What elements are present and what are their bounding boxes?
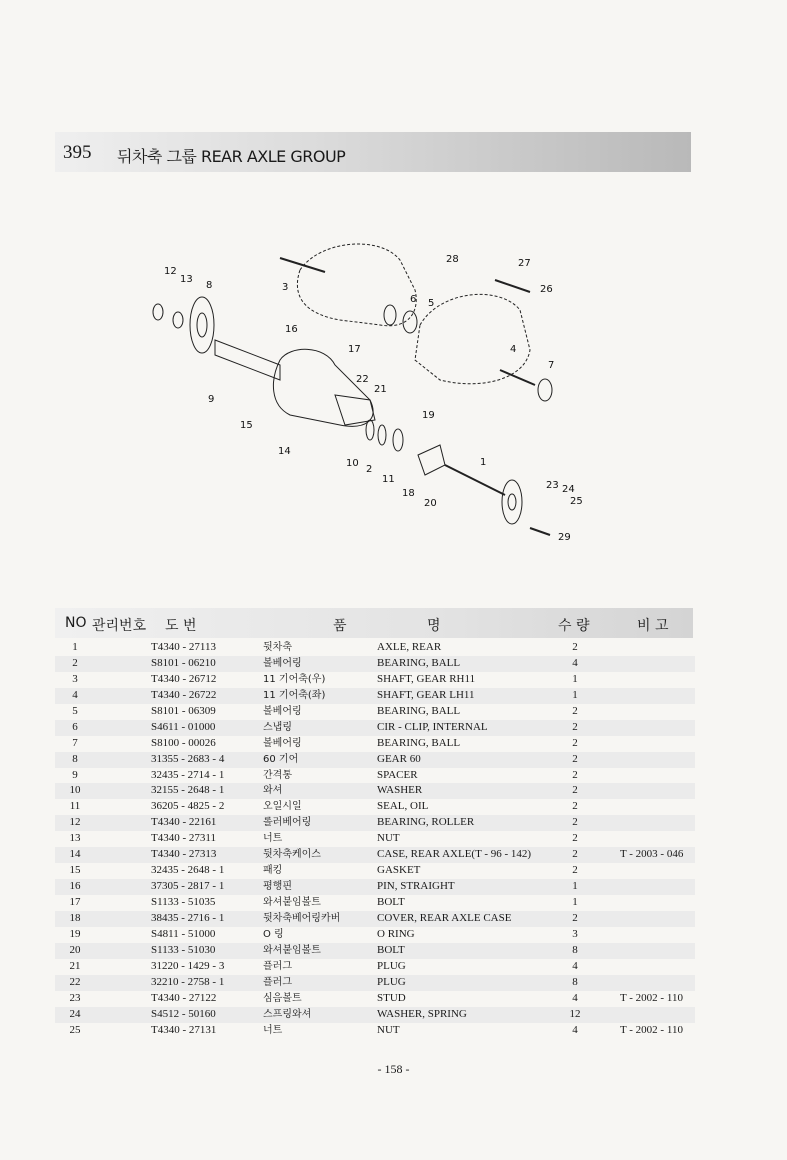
row-qty: 8 bbox=[572, 943, 578, 956]
row-kor-name: 볼베어링 bbox=[263, 705, 302, 717]
row-kor-name: 패킹 bbox=[263, 865, 283, 877]
row-kor-name: 11 기어축(좌) bbox=[263, 689, 326, 701]
row-qty: 4 bbox=[572, 656, 578, 669]
row-no: 22 bbox=[69, 975, 81, 988]
row-code: T4340 - 26712 bbox=[151, 672, 217, 685]
row-no: 14 bbox=[69, 848, 81, 861]
callout-13: 13 bbox=[180, 274, 193, 285]
callout-23: 23 bbox=[546, 480, 559, 491]
row-eng-name: BEARING, ROLLER bbox=[377, 816, 475, 829]
row-no: 8 bbox=[72, 752, 78, 765]
header-mgmt: 관리번호 bbox=[92, 618, 147, 634]
callout-17: 17 bbox=[348, 344, 361, 355]
row-code: S8101 - 06309 bbox=[151, 704, 216, 717]
row-eng-name: SPACER bbox=[377, 768, 418, 781]
row-eng-name: BOLT bbox=[377, 896, 405, 908]
row-qty: 2 bbox=[572, 736, 578, 749]
row-code: T4340 - 27122 bbox=[151, 991, 217, 1004]
row-code: T4340 - 27131 bbox=[151, 1023, 217, 1036]
exploded-parts-diagram bbox=[140, 230, 583, 550]
row-kor-name: 너트 bbox=[263, 1024, 283, 1036]
parts-table-body bbox=[55, 640, 695, 1038]
row-eng-name: CASE, REAR AXLE(T - 96 - 142) bbox=[377, 848, 532, 861]
row-eng-name: NUT bbox=[377, 1023, 400, 1036]
row-qty: 4 bbox=[572, 991, 578, 1004]
row-qty: 2 bbox=[572, 720, 578, 733]
row-eng-name: GEAR 60 bbox=[377, 752, 421, 765]
row-eng-name: SHAFT, GEAR RH11 bbox=[377, 672, 476, 685]
row-kor-name: 오일시일 bbox=[263, 801, 302, 813]
row-code: S4512 - 50160 bbox=[151, 1007, 216, 1020]
row-eng-name: PIN, STRAIGHT bbox=[377, 880, 455, 893]
row-no: 5 bbox=[72, 704, 78, 717]
row-kor-name: 60 기어 bbox=[263, 753, 299, 765]
header-drawing: 도 번 bbox=[165, 618, 197, 634]
row-qty: 4 bbox=[572, 959, 578, 972]
callout-8: 8 bbox=[206, 280, 213, 291]
header-item: 품 bbox=[333, 618, 347, 634]
row-eng-name: PLUG bbox=[377, 975, 406, 988]
table-row bbox=[55, 991, 695, 1007]
row-kor-name: 와셔붙임볼트 bbox=[263, 944, 321, 956]
callout-2: 2 bbox=[366, 464, 373, 475]
row-qty: 2 bbox=[572, 704, 578, 717]
row-qty: 1 bbox=[572, 688, 578, 701]
table-row bbox=[55, 799, 695, 815]
row-no: 7 bbox=[72, 736, 78, 749]
row-kor-name: 볼베어링 bbox=[263, 657, 302, 669]
callout-3: 3 bbox=[282, 282, 289, 293]
callout-4: 4 bbox=[510, 344, 517, 355]
table-row bbox=[55, 752, 695, 768]
row-no: 25 bbox=[69, 1023, 81, 1036]
callout-27: 27 bbox=[518, 258, 531, 269]
row-code: S4811 - 51000 bbox=[151, 927, 216, 940]
row-no: 15 bbox=[69, 864, 81, 877]
table-row bbox=[55, 720, 695, 736]
row-qty: 2 bbox=[572, 816, 578, 829]
row-eng-name: PLUG bbox=[377, 959, 406, 972]
table-row bbox=[55, 783, 695, 799]
row-code: S1133 - 51030 bbox=[151, 943, 216, 956]
row-code: 38435 - 2716 - 1 bbox=[151, 911, 225, 924]
callout-22: 22 bbox=[356, 374, 369, 385]
row-note: T - 2002 - 110 bbox=[620, 1023, 683, 1036]
parts-table-header bbox=[55, 608, 693, 638]
row-qty: 2 bbox=[572, 864, 578, 877]
row-qty: 2 bbox=[572, 848, 578, 861]
callout-10: 10 bbox=[346, 458, 359, 469]
row-kor-name: 너트 bbox=[263, 833, 283, 845]
row-code: T4340 - 22161 bbox=[151, 816, 217, 829]
row-no: 17 bbox=[69, 896, 81, 908]
row-kor-name: 롤러베어링 bbox=[263, 817, 312, 829]
row-eng-name: SEAL, OIL bbox=[377, 800, 429, 813]
row-code: T4340 - 27113 bbox=[151, 641, 216, 653]
row-qty: 12 bbox=[569, 1007, 581, 1020]
table-row bbox=[55, 1007, 695, 1023]
row-no: 24 bbox=[69, 1007, 81, 1020]
table-row bbox=[55, 672, 695, 688]
callout-11: 11 bbox=[382, 474, 395, 485]
row-code: S8101 - 06210 bbox=[151, 656, 216, 669]
row-kor-name: 플러그 bbox=[263, 976, 292, 988]
table-row bbox=[55, 975, 695, 991]
section-title: 뒤차축 그룹 REAR AXLE GROUP bbox=[117, 147, 346, 166]
row-no: 21 bbox=[69, 959, 81, 972]
row-code: 36205 - 4825 - 2 bbox=[151, 800, 225, 813]
row-eng-name: WASHER bbox=[377, 784, 423, 797]
callout-26: 26 bbox=[540, 284, 553, 295]
table-row bbox=[55, 656, 695, 672]
table-row bbox=[55, 863, 695, 879]
row-no: 23 bbox=[69, 991, 81, 1004]
row-code: T4340 - 27311 bbox=[151, 832, 216, 845]
row-no: 1 bbox=[72, 641, 78, 653]
row-no: 6 bbox=[72, 720, 78, 733]
callout-6: 6 bbox=[410, 294, 417, 305]
row-qty: 1 bbox=[572, 672, 578, 685]
row-qty: 1 bbox=[572, 896, 578, 908]
row-no: 13 bbox=[69, 832, 81, 845]
callout-29: 29 bbox=[558, 532, 571, 543]
row-code: 32155 - 2648 - 1 bbox=[151, 784, 225, 797]
callout-20: 20 bbox=[424, 498, 437, 509]
table-row bbox=[55, 943, 695, 959]
row-code: S1133 - 51035 bbox=[151, 896, 216, 908]
callout-18: 18 bbox=[402, 488, 415, 499]
row-code: 32210 - 2758 - 1 bbox=[151, 975, 225, 988]
callout-21: 21 bbox=[374, 384, 387, 395]
callout-19: 19 bbox=[422, 410, 435, 421]
row-qty: 2 bbox=[572, 800, 578, 813]
row-eng-name: BEARING, BALL bbox=[377, 704, 461, 717]
table-row bbox=[55, 927, 695, 943]
row-eng-name: NUT bbox=[377, 832, 400, 845]
row-code: 32435 - 2648 - 1 bbox=[151, 864, 225, 877]
table-row bbox=[55, 959, 695, 975]
row-kor-name: 뒷차축케이스 bbox=[263, 849, 321, 861]
row-eng-name: COVER, REAR AXLE CASE bbox=[377, 911, 512, 924]
callout-5: 5 bbox=[428, 298, 435, 309]
callout-28: 28 bbox=[446, 254, 459, 265]
row-qty: 2 bbox=[572, 768, 578, 781]
row-kor-name: 스프링와셔 bbox=[263, 1008, 312, 1020]
row-no: 12 bbox=[69, 816, 81, 829]
row-kor-name: 간격통 bbox=[263, 769, 292, 781]
row-code: 31220 - 1429 - 3 bbox=[151, 959, 225, 972]
row-kor-name: 볼베어링 bbox=[263, 737, 302, 749]
row-qty: 8 bbox=[572, 975, 578, 988]
row-kor-name: 뒷차축 bbox=[263, 642, 292, 653]
table-row bbox=[55, 640, 695, 656]
callout-24: 24 bbox=[562, 484, 575, 495]
row-kor-name: 심음볼트 bbox=[263, 992, 302, 1004]
row-eng-name: STUD bbox=[377, 991, 406, 1004]
callout-25: 25 bbox=[570, 496, 583, 507]
row-qty: 2 bbox=[572, 784, 578, 797]
row-qty: 2 bbox=[572, 641, 578, 653]
callout-7: 7 bbox=[548, 360, 555, 371]
table-row bbox=[55, 688, 695, 704]
section-title-bar bbox=[55, 132, 691, 172]
header-no: NO bbox=[65, 615, 87, 631]
callout-16: 16 bbox=[285, 324, 298, 335]
section-number: 395 bbox=[63, 142, 92, 163]
row-code: T4340 - 27313 bbox=[151, 848, 217, 861]
row-kor-name: O 링 bbox=[263, 928, 284, 940]
row-code: T4340 - 26722 bbox=[151, 688, 217, 701]
table-row bbox=[55, 831, 695, 847]
row-no: 18 bbox=[69, 911, 81, 924]
row-eng-name: O RING bbox=[377, 927, 415, 940]
row-qty: 2 bbox=[572, 832, 578, 845]
callout-9: 9 bbox=[208, 394, 215, 405]
row-qty: 1 bbox=[572, 880, 578, 893]
row-eng-name: WASHER, SPRING bbox=[377, 1007, 467, 1020]
header-name: 명 bbox=[427, 618, 441, 634]
table-row bbox=[55, 768, 695, 784]
table-row bbox=[55, 736, 695, 752]
row-qty: 2 bbox=[572, 752, 578, 765]
callout-14: 14 bbox=[278, 446, 291, 457]
table-row bbox=[55, 815, 695, 831]
row-eng-name: BEARING, BALL bbox=[377, 656, 461, 669]
row-kor-name: 뒷차축베어링카버 bbox=[263, 912, 341, 924]
row-qty: 2 bbox=[572, 911, 578, 924]
row-eng-name: SHAFT, GEAR LH11 bbox=[377, 688, 475, 701]
row-kor-name: 와셔 bbox=[263, 785, 283, 797]
header-qty: 수 량 bbox=[558, 618, 590, 634]
row-eng-name: GASKET bbox=[377, 864, 421, 877]
row-kor-name: 11 기어축(우) bbox=[263, 673, 326, 685]
row-kor-name: 플러그 bbox=[263, 960, 292, 972]
table-row bbox=[55, 895, 695, 911]
row-eng-name: CIR - CLIP, INTERNAL bbox=[377, 720, 488, 733]
table-row bbox=[55, 704, 695, 720]
header-note: 비 고 bbox=[637, 618, 669, 634]
row-no: 11 bbox=[69, 800, 81, 813]
row-no: 16 bbox=[69, 880, 81, 893]
row-no: 10 bbox=[69, 784, 81, 797]
row-code: 37305 - 2817 - 1 bbox=[151, 880, 225, 893]
row-kor-name: 평행핀 bbox=[263, 881, 292, 893]
row-no: 20 bbox=[69, 943, 81, 956]
row-code: S4611 - 01000 bbox=[151, 720, 216, 733]
row-kor-name: 스냅링 bbox=[263, 721, 292, 733]
table-row bbox=[55, 879, 695, 895]
row-code: 31355 - 2683 - 4 bbox=[151, 752, 225, 765]
row-note: T - 2002 - 110 bbox=[620, 991, 683, 1004]
page-number: - 158 - bbox=[377, 1062, 410, 1076]
row-eng-name: BOLT bbox=[377, 943, 405, 956]
table-row bbox=[55, 911, 695, 927]
row-no: 3 bbox=[72, 672, 78, 685]
table-row bbox=[55, 847, 695, 863]
callout-1: 1 bbox=[480, 457, 487, 468]
row-qty: 3 bbox=[572, 927, 578, 940]
row-note: T - 2003 - 046 bbox=[620, 848, 684, 861]
row-eng-name: BEARING, BALL bbox=[377, 736, 461, 749]
callout-12: 12 bbox=[164, 266, 177, 277]
row-qty: 4 bbox=[572, 1023, 578, 1036]
row-no: 19 bbox=[69, 927, 81, 940]
row-eng-name: AXLE, REAR bbox=[377, 641, 442, 653]
table-row bbox=[55, 1023, 695, 1039]
row-code: 32435 - 2714 - 1 bbox=[151, 768, 225, 781]
row-no: 4 bbox=[72, 688, 78, 701]
row-no: 2 bbox=[72, 656, 78, 669]
row-code: S8100 - 00026 bbox=[151, 736, 216, 749]
row-kor-name: 와셔붙임볼트 bbox=[263, 897, 321, 908]
row-no: 9 bbox=[72, 768, 78, 781]
callout-15: 15 bbox=[240, 420, 253, 431]
